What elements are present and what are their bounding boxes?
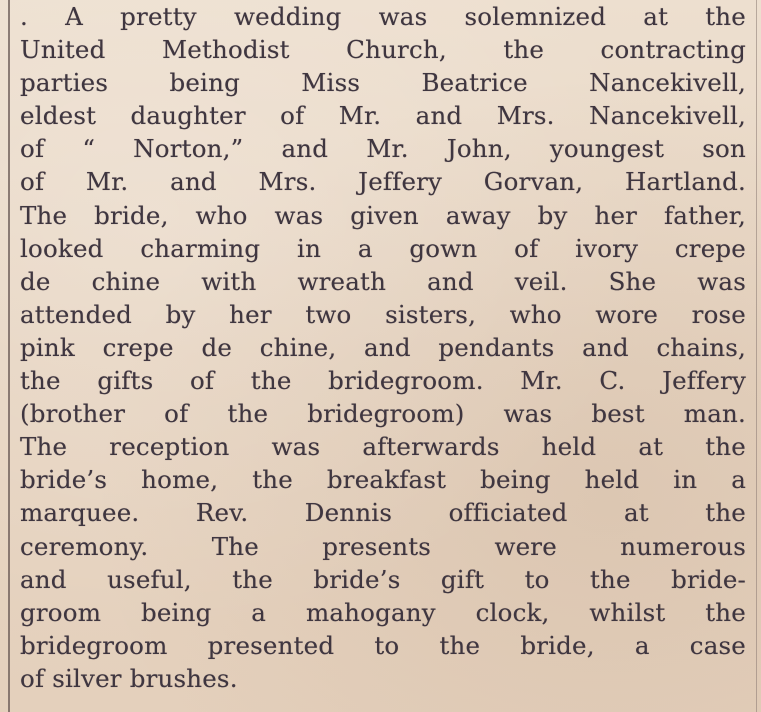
article-line-8: looked charming in a gown of ivory crepe xyxy=(20,233,746,263)
article-line-12: the gifts of the bridegroom. Mr. C. Jeffery xyxy=(20,366,746,396)
article-line-2: United Methodist Church, the contracting xyxy=(20,35,746,65)
article-line-9: de chine with wreath and veil. She was xyxy=(20,266,746,296)
article-line-15: bride’s home, the breakfast being held in a xyxy=(20,465,746,495)
article-line-11: pink crepe de chine, and pendants and chains, xyxy=(20,332,746,362)
article-line-1: . A pretty wedding was solemnized at the xyxy=(20,2,746,31)
article-line-14: The reception was afterwards held at the xyxy=(20,432,746,462)
article-line-16: marquee. Rev. Dennis officiated at the xyxy=(20,498,746,528)
article-line-13: (brother of the bridegroom) was best man. xyxy=(20,399,746,429)
article-line-5: of “ Norton,” and Mr. John, youngest son xyxy=(20,134,746,164)
article-line-4: eldest daughter of Mr. and Mrs. Nancekivell, xyxy=(20,101,746,131)
article-line-3: parties being Miss Beatrice Nancekivell, xyxy=(20,68,746,98)
article-line-20: bridegroom presented to the bride, a case xyxy=(20,630,746,660)
article-line-10: attended by her two sisters, who wore rose xyxy=(20,299,746,329)
column-rule-right xyxy=(756,0,757,712)
article-line-21: of silver brushes. xyxy=(20,663,238,693)
article-line-17: ceremony. The presents were numerous xyxy=(20,531,746,561)
article-line-6: of Mr. and Mrs. Jeffery Gorvan, Hartland. xyxy=(20,167,746,197)
article-line-18: and useful, the bride’s gift to the bride- xyxy=(20,564,746,594)
wedding-article xyxy=(20,0,746,695)
column-rule-left xyxy=(8,0,10,712)
article-line-19: groom being a mahogany clock, whilst the xyxy=(20,597,746,627)
article-line-7: The bride, who was given away by her father, xyxy=(20,200,746,230)
